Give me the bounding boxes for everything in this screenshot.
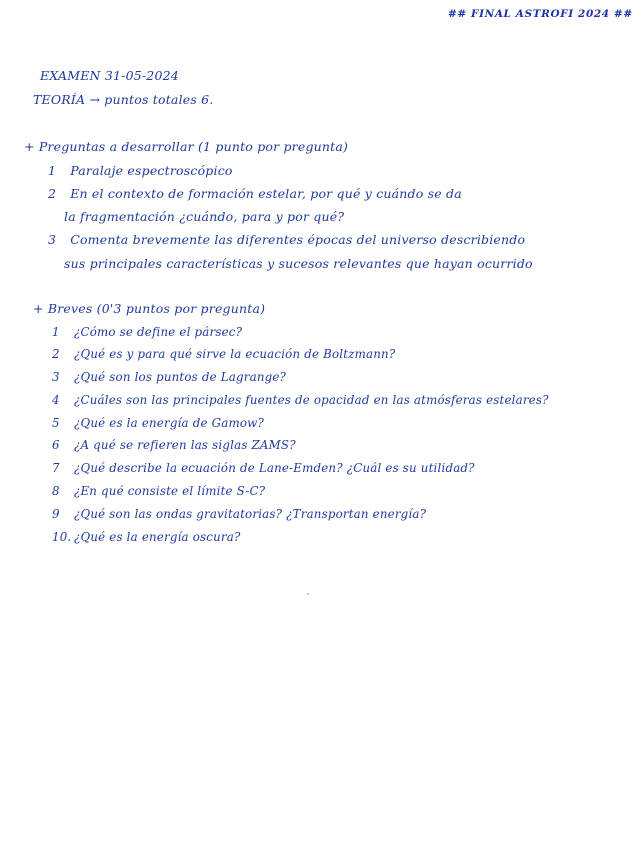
- short-item-text: ¿Qué son las ondas gravitatorias? ¿Transportan energía?: [73, 507, 427, 521]
- short-item-text: ¿Qué describe la ecuación de Lane-Emden? ¿Cuál es su utilidad?: [73, 461, 475, 475]
- develop-section-heading: + Preguntas a desarrollar (1 punto por pregunta): [24, 139, 349, 154]
- develop-item-number: 3: [48, 232, 57, 247]
- theory-points-line: TEORÍA → puntos totales 6.: [33, 92, 214, 107]
- short-item-number: 7: [52, 461, 60, 475]
- develop-item-3-continued: sus principales características y sucesos relevantes que hayan ocurrido: [64, 256, 533, 271]
- develop-item-text: Comenta brevemente las diferentes épocas del universo describiendo: [70, 232, 526, 247]
- short-item-number: 8: [52, 484, 60, 498]
- short-item-4: [52, 393, 549, 407]
- header-note: ## FINAL ASTROFI 2024 ##: [448, 8, 633, 20]
- short-item-8: [52, 484, 265, 498]
- short-item-text: ¿Cuáles son las principales fuentes de opacidad en las atmósferas estelares?: [73, 393, 549, 407]
- short-item-number: 3: [52, 370, 60, 384]
- short-item-number: 5: [52, 416, 60, 430]
- short-item-3: [52, 370, 286, 384]
- short-item-text: ¿Cómo se define el pársec?: [73, 325, 243, 339]
- develop-item-text: Paralaje espectroscópico: [70, 163, 233, 178]
- short-item-text: ¿En qué consiste el límite S-C?: [73, 484, 266, 498]
- short-item-text: ¿Qué es y para qué sirve la ecuación de Boltzmann?: [73, 347, 396, 361]
- develop-item-number: 1: [48, 163, 57, 178]
- short-item-6: [52, 438, 296, 452]
- short-item-number: 9: [52, 507, 60, 521]
- stray-dot: [307, 593, 309, 595]
- develop-item-2: [48, 186, 462, 201]
- exam-title: EXAMEN 31-05-2024: [40, 68, 179, 83]
- short-item-number: 1: [52, 325, 60, 339]
- develop-item-1: [48, 163, 233, 178]
- develop-item-3: [48, 232, 525, 247]
- short-item-10: [52, 530, 241, 544]
- short-item-number: 4: [52, 393, 60, 407]
- short-item-2: [52, 347, 395, 361]
- develop-item-text: En el contexto de formación estelar, por qué y cuándo se da: [70, 186, 462, 201]
- short-item-9: [52, 507, 426, 521]
- short-item-number: 6: [52, 438, 60, 452]
- short-item-text: ¿A qué se refieren las siglas ZAMS?: [73, 438, 296, 452]
- short-item-text: ¿Qué es la energía de Gamow?: [73, 416, 264, 430]
- short-item-number: 2: [52, 347, 60, 361]
- short-item-number: 10.: [52, 530, 72, 544]
- develop-item-number: 2: [48, 186, 57, 201]
- short-item-1: [52, 325, 242, 339]
- develop-item-2-continued: la fragmentación ¿cuándo, para y por qué?: [64, 209, 345, 224]
- short-item-text: ¿Qué son los puntos de Lagrange?: [73, 370, 287, 384]
- short-item-text: ¿Qué es la energía oscura?: [73, 530, 241, 544]
- short-item-5: [52, 416, 264, 430]
- short-section-heading: + Breves (0'3 puntos por pregunta): [33, 301, 266, 316]
- short-item-7: [52, 461, 475, 475]
